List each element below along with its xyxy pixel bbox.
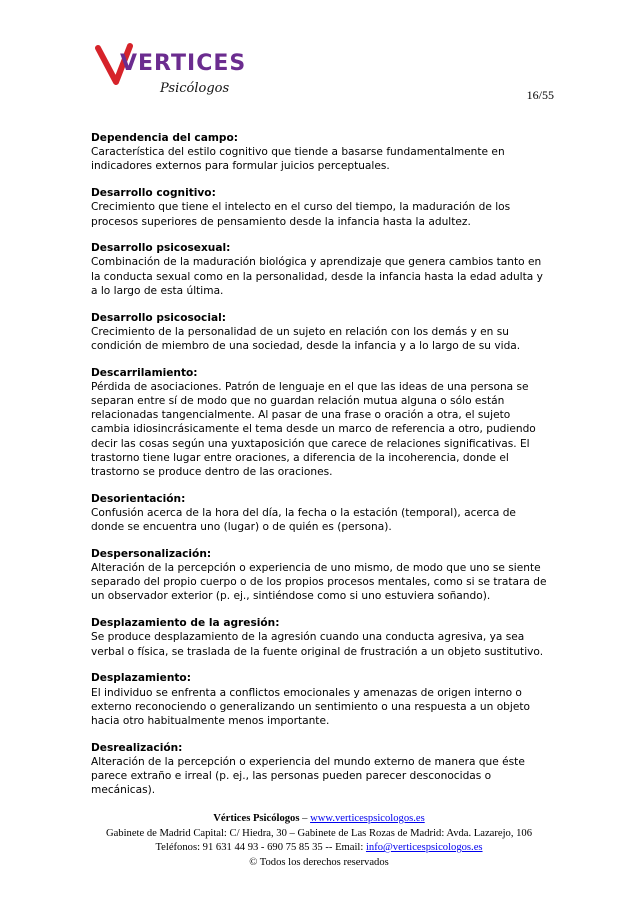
footer-brand-line bbox=[0, 812, 638, 827]
logo-subtitle: Psicólogos bbox=[160, 81, 230, 96]
footer-website-link[interactable]: www.verticespsicologos.es bbox=[310, 813, 425, 824]
glossary-term: Desplazamiento de la agresión: bbox=[91, 617, 280, 630]
glossary-term: Desarrollo psicosexual: bbox=[91, 242, 231, 255]
footer-phones: Teléfonos: 91 631 44 93 - 690 75 85 35 -- Email: bbox=[155, 842, 366, 853]
glossary-entry bbox=[91, 616, 551, 659]
logo-wordmark: VERTICES bbox=[120, 51, 247, 76]
glossary-definition: Característica del estilo cognitivo que tiende a basarse fundamentalmente en indicadores externos para formular juicios perceptuales. bbox=[91, 146, 505, 173]
glossary-term: Desrealización: bbox=[91, 741, 183, 754]
glossary-entry bbox=[91, 671, 551, 728]
glossary-term: Desplazamiento: bbox=[91, 672, 191, 685]
glossary-definition: Alteración de la percepción o experiencia del mundo externo de manera que éste parece extraño e irreal (p. ej., las personas pueden parecer desconocidas o mecánicas). bbox=[91, 755, 525, 797]
footer-addresses: Gabinete de Madrid Capital: C/ Hiedra, 30 – Gabinete de Las Rozas de Madrid: Avda. Lazarejo, 106 bbox=[105, 827, 533, 839]
glossary-entry bbox=[91, 131, 551, 174]
glossary-definition: El individuo se enfrenta a conflictos emocionales y amenazas de origen interno o externo reconociendo o generalizando un sentimiento o una respuesta a un objeto hacia otro habitualmente menos importante. bbox=[91, 686, 530, 727]
glossary-term: Dependencia del campo: bbox=[91, 132, 238, 144]
glossary-term: Desorientación: bbox=[91, 492, 186, 505]
glossary-definition: Crecimiento de la personalidad de un sujeto en relación con los demás y en su condición de miembro de una sociedad, desde la infancia y a lo largo de su vida. bbox=[91, 325, 521, 352]
glossary-term: Descarrilamiento: bbox=[91, 366, 198, 379]
glossary-definition: Pérdida de asociaciones. Patrón de lenguaje en el que las ideas de una persona se separan entre sí de modo que no guardan relación mutua alguna o sólo están relacionadas tangencialmente. Al pasar de una frase o oración a otra, el sujeto cambia idiosincrásicamente el tema desde un marco de referencia a otro, pudiendo decir las cosas según una yuxtaposición que carece de relaciones significativas. El trastorno tiene lugar entre oraciones, a diferencia de la incoherencia, donde el trastorno se produce dentro de las oraciones. bbox=[91, 380, 536, 479]
glossary-definition: Confusión acerca de la hora del día, la fecha o la estación (temporal), acerca de donde se encuentra uno (lugar) o de quién es (persona). bbox=[91, 506, 516, 534]
glossary-term: Desarrollo cognitivo: bbox=[91, 187, 216, 200]
glossary-definition: Crecimiento que tiene el intelecto en el curso del tiempo, la maduración de los procesos superiores de pensamiento desde la infancia hasta la adultez. bbox=[91, 201, 511, 228]
glossary-definition: Se produce desplazamiento de la agresión cuando una conducta agresiva, ya sea verbal o física, se traslada de la fuente original de frustración a un objeto sustitutivo. bbox=[91, 631, 544, 658]
vertices-logo bbox=[90, 38, 247, 100]
glossary-entry bbox=[91, 311, 551, 354]
glossary-entry bbox=[91, 186, 551, 229]
glossary-entry bbox=[91, 492, 551, 535]
glossary-term: Despersonalización: bbox=[91, 547, 212, 560]
glossary-entry bbox=[91, 547, 551, 604]
glossary-term: Desarrollo psicosocial: bbox=[91, 311, 226, 324]
glossary-entry bbox=[91, 741, 551, 798]
glossary-content bbox=[91, 131, 551, 810]
footer-contact-line bbox=[0, 841, 638, 856]
glossary-definition: Alteración de la percepción o experiencia de uno mismo, de modo que uno se siente separado del propio cuerpo o de los propios procesos mentales, como si se tratara de un observador exterior (p. ej., sintiéndose como si uno estuviera soñando). bbox=[91, 562, 547, 603]
glossary-entry bbox=[91, 241, 551, 298]
footer-brand: Vértices Psicólogos bbox=[213, 813, 300, 824]
footer-email-link[interactable]: info@verticespsicologos.es bbox=[365, 842, 483, 853]
page-footer bbox=[0, 812, 638, 870]
glossary-definition: Combinación de la maduración biológica y aprendizaje que genera cambios tanto en la conducta sexual como en la personalidad, desde la infancia hasta la edad adulta y a lo largo de esta última. bbox=[91, 256, 543, 297]
footer-separator: – bbox=[299, 813, 311, 824]
footer-copyright: © Todos los derechos reservados bbox=[249, 856, 389, 868]
page-number: 16/55 bbox=[526, 88, 554, 102]
glossary-entry bbox=[91, 366, 551, 480]
